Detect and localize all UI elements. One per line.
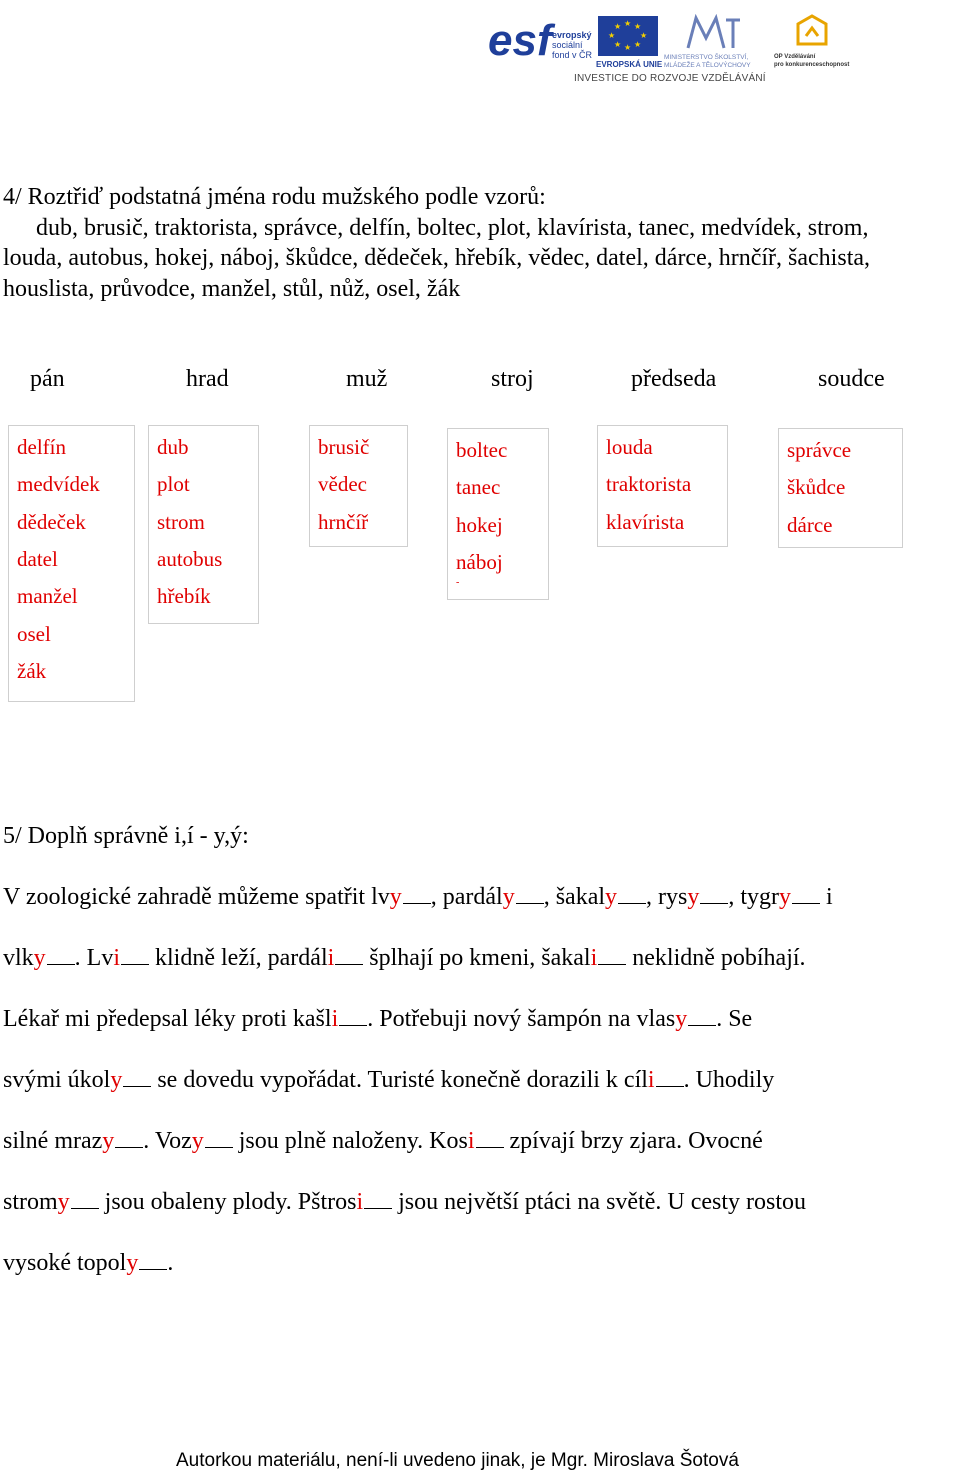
sentence-text: . Lv bbox=[74, 945, 114, 971]
sentence-text: se dovedu vypořádat. Turisté konečně dorazili k cíl bbox=[151, 1067, 648, 1093]
esf-mark: esf bbox=[488, 16, 552, 65]
answer-blank[interactable] bbox=[364, 1190, 392, 1209]
eu-caption: EVROPSKÁ UNIE bbox=[596, 60, 663, 69]
sentence-text: šplhají po kmeni, šakal bbox=[363, 945, 591, 971]
op-logo bbox=[770, 14, 856, 70]
op-line1: OP Vzdělávání bbox=[774, 54, 816, 60]
logo-bar bbox=[486, 10, 858, 92]
list-item: louda bbox=[606, 435, 653, 459]
answer-blank[interactable] bbox=[403, 885, 431, 904]
answer-blank[interactable] bbox=[618, 885, 646, 904]
answer-blank[interactable] bbox=[792, 885, 820, 904]
list-item: škůdce bbox=[787, 475, 846, 499]
filled-letter: y bbox=[126, 1250, 139, 1276]
filled-letter: y bbox=[675, 1006, 688, 1032]
answer-blank[interactable] bbox=[139, 1251, 167, 1270]
answer-blank[interactable] bbox=[115, 1129, 143, 1148]
task5-heading: 5/ Doplň správně i,í - y,ý: bbox=[3, 823, 249, 849]
filled-letter: i bbox=[331, 1006, 339, 1032]
answer-blank[interactable] bbox=[335, 946, 363, 965]
filled-letter: i bbox=[327, 945, 335, 971]
sentence-text: V zoologické zahradě můžeme spatřit lv bbox=[3, 884, 390, 910]
list-item: autobus bbox=[157, 547, 223, 571]
task5-line bbox=[3, 1250, 173, 1277]
task4-wordlist-line2: louda, autobus, hokej, náboj, škůdce, dědeček, hřebík, vědec, datel, dárce, hrnčíř, šachista, bbox=[3, 245, 871, 271]
pattern-pan: pán bbox=[30, 366, 65, 392]
answer-blank[interactable] bbox=[598, 946, 626, 965]
answer-blank[interactable] bbox=[47, 946, 75, 965]
answer-box-predseda bbox=[597, 425, 728, 547]
answer-blank[interactable] bbox=[656, 1068, 684, 1087]
list-item: tanec bbox=[456, 475, 501, 499]
list-item: delfín bbox=[17, 435, 66, 459]
filled-letter: i bbox=[590, 945, 598, 971]
answer-blank[interactable] bbox=[71, 1190, 99, 1209]
msmt-logo bbox=[664, 14, 768, 70]
filled-letter: y bbox=[389, 884, 402, 910]
task5-line bbox=[3, 1128, 763, 1155]
esf-logo bbox=[488, 16, 594, 68]
list-item: dárce bbox=[787, 513, 833, 537]
list-item: osel bbox=[17, 622, 51, 646]
sentence-text: . Uhodily bbox=[683, 1067, 775, 1093]
footer-author: Autorkou materiálu, není-li uvedeno jinak, je Mgr. Miroslava Šotová bbox=[176, 1450, 739, 1471]
sentence-text: strom bbox=[3, 1189, 58, 1215]
list-item: manžel bbox=[17, 584, 78, 608]
filled-letter: y bbox=[605, 884, 618, 910]
list-item: boltec bbox=[456, 438, 508, 462]
op-line2: pro konkurenceschopnost bbox=[774, 62, 850, 68]
task5-line bbox=[3, 1067, 774, 1094]
filled-letter: i bbox=[113, 945, 121, 971]
filled-letter: y bbox=[191, 1128, 204, 1154]
esf-line1: evropský bbox=[552, 30, 592, 40]
sentence-text: i bbox=[820, 884, 833, 910]
pattern-soudce: soudce bbox=[818, 366, 885, 392]
task5-line bbox=[3, 945, 806, 972]
filled-letter: y bbox=[57, 1189, 70, 1215]
answer-box-hrad bbox=[148, 425, 259, 624]
answer-box-soudce bbox=[778, 428, 903, 548]
list-item: vědec bbox=[318, 472, 367, 496]
sentence-text: , pardál bbox=[430, 884, 503, 910]
filled-letter: i bbox=[356, 1189, 364, 1215]
list-item: plot bbox=[157, 472, 190, 496]
list-item: strom bbox=[157, 510, 205, 534]
sentence-text: vlk bbox=[3, 945, 34, 971]
list-item: - bbox=[456, 577, 460, 588]
sentence-text: neklidně pobíhají. bbox=[626, 945, 806, 971]
sentence-text: . Potřebuji nový šampón na vlas bbox=[367, 1006, 676, 1032]
pattern-hrad: hrad bbox=[186, 366, 229, 392]
sentence-text: zpívají brzy zjara. Ovocné bbox=[503, 1128, 763, 1154]
task4-heading: 4/ Roztřiď podstatná jména rodu mužského podle vzorů: bbox=[3, 184, 546, 210]
list-item: žák bbox=[17, 659, 47, 683]
filled-letter: y bbox=[102, 1128, 115, 1154]
task5-line bbox=[3, 1189, 806, 1216]
sentence-text: . Voz bbox=[143, 1128, 192, 1154]
list-item: datel bbox=[17, 547, 58, 571]
list-item: klavírista bbox=[606, 510, 685, 534]
list-item: správce bbox=[787, 438, 852, 462]
eu-logo bbox=[596, 16, 662, 70]
sentence-text: jsou největší ptáci na světě. U cesty rostou bbox=[392, 1189, 807, 1215]
list-item: medvídek bbox=[17, 472, 100, 496]
op-mark-icon bbox=[792, 14, 832, 50]
msmt-mark-icon bbox=[686, 14, 742, 50]
answer-blank[interactable] bbox=[476, 1129, 504, 1148]
answer-blank[interactable] bbox=[688, 1007, 716, 1026]
task4-wordlist-line3: houslista, průvodce, manžel, stůl, nůž, osel, žák bbox=[3, 276, 461, 302]
sentence-text: . bbox=[167, 1250, 174, 1276]
list-item: traktorista bbox=[606, 472, 692, 496]
esf-line3: fond v ČR bbox=[552, 50, 593, 60]
filled-letter: y bbox=[779, 884, 792, 910]
list-item: brusič bbox=[318, 435, 370, 459]
filled-letter: i bbox=[647, 1067, 655, 1093]
pattern-muz: muž bbox=[346, 366, 388, 392]
answer-blank[interactable] bbox=[123, 1068, 151, 1087]
task5-line bbox=[3, 884, 833, 911]
sentence-text: , tygr bbox=[728, 884, 780, 910]
answer-box-pan bbox=[8, 425, 135, 702]
pattern-stroj: stroj bbox=[491, 366, 534, 392]
msmt-line1: MINISTERSTVO ŠKOLSTVÍ, bbox=[664, 54, 749, 61]
msmt-line2: MLÁDEŽE A TĚLOVÝCHOVY bbox=[664, 62, 751, 69]
task4-wordlist-line1: dub, brusič, traktorista, správce, delfín, boltec, plot, klavírista, tanec, medvídek, strom, bbox=[36, 215, 869, 241]
task5-line bbox=[3, 1006, 752, 1033]
sentence-text: Lékař mi předepsal léky proti kašl bbox=[3, 1006, 332, 1032]
answer-blank[interactable] bbox=[205, 1129, 233, 1148]
eu-flag-icon: ★ ★ ★ ★ ★ ★ ★ ★ bbox=[598, 16, 658, 56]
answer-box-stroj bbox=[447, 428, 549, 600]
list-item: hřebík bbox=[157, 584, 211, 608]
pattern-predseda: předseda bbox=[631, 366, 717, 392]
list-item: dub bbox=[157, 435, 189, 459]
filled-letter: y bbox=[687, 884, 700, 910]
answer-box-muz bbox=[309, 425, 408, 547]
list-item: náboj bbox=[456, 550, 503, 574]
filled-letter: y bbox=[110, 1067, 123, 1093]
sentence-text: . Se bbox=[716, 1006, 753, 1032]
sentence-text: svými úkol bbox=[3, 1067, 111, 1093]
sentence-text: , rys bbox=[646, 884, 688, 910]
sentence-text: jsou obaleny plody. Pštros bbox=[98, 1189, 357, 1215]
logo-tagline: INVESTICE DO ROZVOJE VZDĚLÁVÁNÍ bbox=[574, 73, 766, 84]
filled-letter: i bbox=[467, 1128, 475, 1154]
answer-blank[interactable] bbox=[339, 1007, 367, 1026]
sentence-text: jsou plně naloženy. Kos bbox=[232, 1128, 468, 1154]
list-item: hokej bbox=[456, 513, 503, 537]
answer-blank[interactable] bbox=[516, 885, 544, 904]
sentence-text: klidně leží, pardál bbox=[149, 945, 328, 971]
list-item: dědeček bbox=[17, 510, 86, 534]
sentence-text: silné mraz bbox=[3, 1128, 103, 1154]
esf-line2: sociální bbox=[552, 40, 583, 50]
list-item: hrnčíř bbox=[318, 510, 369, 534]
sentence-text: , šakal bbox=[543, 884, 606, 910]
answer-blank[interactable] bbox=[700, 885, 728, 904]
sentence-text: vysoké topol bbox=[3, 1250, 127, 1276]
filled-letter: y bbox=[33, 945, 46, 971]
filled-letter: y bbox=[502, 884, 515, 910]
answer-blank[interactable] bbox=[121, 946, 149, 965]
